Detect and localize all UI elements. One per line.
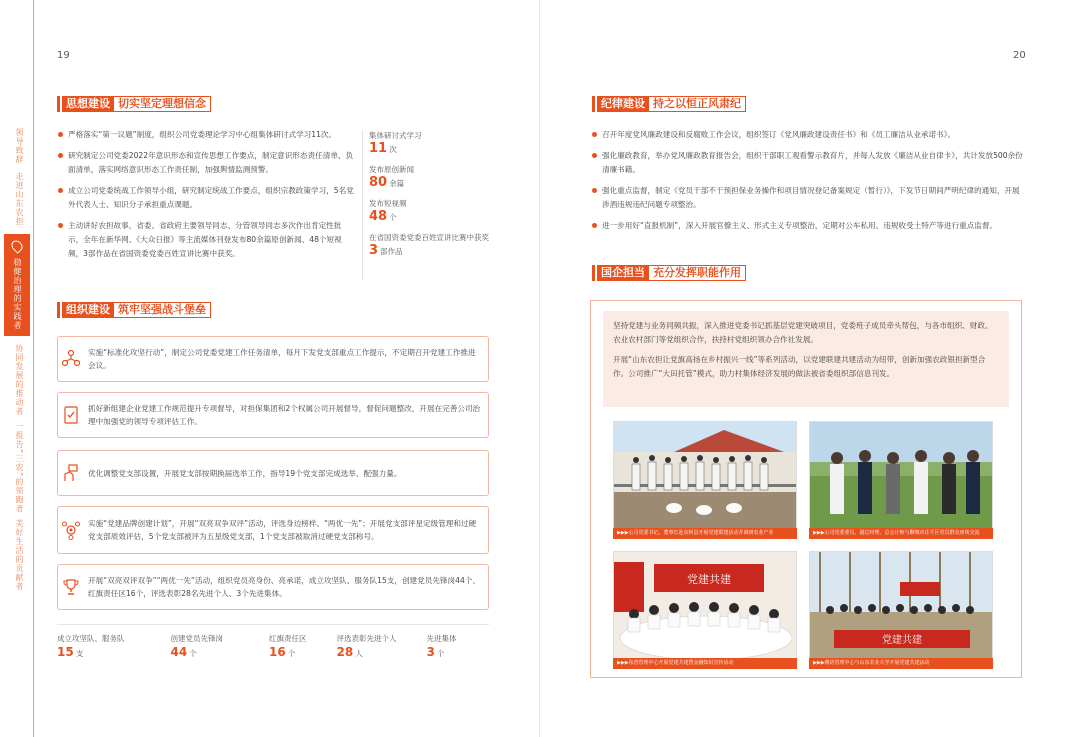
org-item-text: 优化调整党支部设置，开展党支部按期换届选举工作，指导19个党支部完成选举、配强力量。 — [88, 468, 402, 478]
stat-value: 11 — [369, 141, 388, 156]
photo-caption: ▶▶▶公司党委委员、副总经理、总会计师与聊城市茌平区党员群众座谈交流 — [809, 528, 993, 539]
stat-unit: 个 — [189, 649, 197, 658]
stat-label: 发布原创新闻 — [369, 165, 414, 174]
sixiang-stats — [362, 130, 490, 280]
stat-label: 创建党员先锋岗 — [170, 634, 223, 643]
page-number-right: 20 — [1013, 50, 1026, 61]
stat-unit: 支 — [75, 649, 84, 658]
org-item-text: 抓好新组建企业党建工作规范提升专项督导，对担保集团和2个权属公司开展督导，督促问题整改，开展在完善公司治理中加强党的领导专项评估工作。 — [88, 404, 481, 426]
photo-caption: ▶▶▶东营管理中心开展党建共建暨金融知识宣传活动 — [613, 658, 797, 669]
guoqi-paragraph: 开展“山东农担让党旗高扬在乡村振兴一线”等系列活动，以党建联建共建活动为纽带，创新加强农政银担新型合作。公司推广“大田托管”模式，助力村集体经济发展的做法被省委组织部信息刊发。 — [613, 355, 986, 378]
margin-line — [33, 0, 34, 737]
jilv-bullets — [592, 128, 1026, 240]
stat-label: 集体研讨式学习 — [369, 131, 422, 140]
org-item-text: 实施“党建品牌创建计划”，开展“双亮双争双评”活动，评选身边榜样、“两优一先”；开展党支部评星定级管理和过硬党支部质效评估，5个党支部被评为五星级党支部，1个党支部被取消过硬党支部称号。 — [88, 519, 477, 541]
stat-label: 在省国资委党委百姓宣讲比赛中获奖 — [369, 233, 489, 242]
stat-label: 成立攻坚队、服务队 — [57, 634, 125, 643]
title-bar — [592, 265, 595, 281]
section-tag: 组织建设 — [62, 302, 114, 318]
section-heading: 切实坚定理想信念 — [114, 96, 211, 112]
stat-unit: 个 — [436, 649, 445, 658]
side-navigation — [8, 128, 30, 591]
org-item — [57, 336, 489, 382]
org-item — [57, 392, 489, 438]
bullet-item: 主动讲好农担故事，省委、省政府主要领导同志、分管领导同志多次作出肯定性批示，全年在新华网、《大众日报》等主流媒体刊登发布80余篇原创新闻、48个短视频，3部作品在省国资委党委百姓宣讲比赛中获奖。 — [58, 219, 354, 261]
bullet-item: 严格落实“第一议题”制度，组织公司党委理论学习中心组集体研讨式学习11次。 — [58, 128, 354, 142]
org-item-text: 开展“双亮双评双争”“两优一先”活动，组织党员亮身份、亮承诺，成立攻坚队、服务队15支，创建党员先锋岗44个、红旗责任区16个，评选表彰28名先进个人、3个先进集体。 — [88, 576, 480, 598]
section-heading: 持之以恒正风肃纪 — [649, 96, 746, 112]
bullet-item: 强化重点监督，制定《党员干部不干预担保业务操作和项目情况登记备案规定（暂行）》，下发节日期间严明纪律的通知，开展涉酒违规违纪问题专项整治。 — [592, 184, 1026, 212]
stat — [57, 625, 125, 668]
trophy-icon — [61, 577, 81, 597]
photo-group — [809, 551, 993, 669]
title-bar — [57, 96, 60, 112]
guoqi-box — [590, 300, 1022, 678]
org-item-text: 实施“标准化攻坚行动”，制定公司党委党建工作任务清单，每月下发党支部重点工作提示，不定期召开党建工作推进会议。 — [88, 348, 476, 370]
photo-caption: ▶▶▶公司党委书记、董事长赴东阿县开展党建联建活动并调研农业产业 — [613, 528, 797, 539]
photo-meeting — [613, 551, 797, 669]
sidenav-item-4[interactable]: 美好生活的贡献者 — [15, 519, 24, 592]
section-heading: 充分发挥职能作用 — [649, 265, 746, 281]
section-tag: 国企担当 — [597, 265, 649, 281]
hand-vote-icon — [61, 463, 81, 483]
stat-value: 48 — [369, 209, 388, 224]
photo-farm-visit — [613, 421, 797, 539]
stat-value: 15 — [57, 645, 74, 659]
stat — [427, 625, 457, 668]
stat-unit: 部作品 — [380, 247, 403, 256]
stat-label: 先进集体 — [426, 634, 457, 643]
stat — [171, 625, 224, 668]
stat-unit: 个 — [389, 213, 397, 222]
guoqi-paragraph: 坚持党建与业务同频共振，深入推进党委书记抓基层党建突破项目，党委班子成员牵头帮包，与各市组织、财政、农业农村部门等党组织合作，扶持村党组织领办合作社发展。 — [613, 321, 993, 344]
bullet-item: 成立公司党委统战工作领导小组，研究制定统战工作要点，组织宗教政策学习，5名党外代表人士、知识分子承担重点课题。 — [58, 184, 354, 212]
stat-label: 评选表彰先进个人 — [336, 634, 397, 643]
photo-field-visit — [809, 421, 993, 539]
title-bar — [592, 96, 595, 112]
section-title-guoqi — [592, 265, 746, 281]
stat-unit: 次 — [389, 145, 397, 154]
stat-value: 44 — [170, 645, 188, 659]
section-title-zuzhi — [57, 302, 211, 318]
document-check-icon — [61, 405, 81, 425]
team-gear-icon — [61, 520, 81, 540]
sidenav-item-0[interactable]: 领导致辞 — [15, 128, 24, 164]
bullet-item: 召开年度党风廉政建设和反腐败工作会议，组织签订《党风廉政建设责任书》和《员工廉洁从业承诺书》。 — [592, 128, 1026, 142]
section-heading: 筑牢坚强战斗堡垒 — [114, 302, 211, 318]
section-tag: 思想建设 — [62, 96, 114, 112]
bullet-item: 进一步用好“直报机制”，深入开展官僚主义、形式主义专项整治，定期对公车私用、违规收受土特产等进行重点监督。 — [592, 219, 1026, 233]
stat — [369, 198, 490, 226]
stat-value: 3 — [426, 645, 435, 659]
photo-caption: ▶▶▶潍坊管理中心与山东农业大学开展党建共建活动 — [809, 658, 993, 669]
sidenav-item-active[interactable] — [4, 234, 30, 336]
stat — [269, 625, 307, 668]
org-item — [57, 450, 489, 496]
stat-label: 发布短视频 — [369, 199, 407, 208]
stat — [337, 625, 397, 668]
sidenav-item-1[interactable]: 走进山东农担 — [15, 172, 24, 226]
stat — [369, 130, 490, 158]
title-bar — [57, 302, 60, 318]
stat-value: 16 — [269, 645, 286, 659]
org-item — [57, 564, 489, 610]
sidenav-active-label: 稳健治理的实践者 — [13, 258, 22, 330]
sidenav-item-3[interactable]: 一报告“三农”的领跑者 — [15, 422, 24, 514]
stat-unit: 个 — [287, 649, 296, 658]
stat — [369, 232, 490, 260]
page-number-left: 19 — [57, 50, 70, 61]
bullet-item: 研究制定公司党委2022年意识形态和宣传思想工作要点，制定意识形态责任清单、负面清单，落实网络意识形态工作责任制，加强舆情监测预警。 — [58, 149, 354, 177]
stat-value: 28 — [336, 645, 354, 659]
stat-label: 红旗责任区 — [269, 634, 307, 643]
sidenav-item-2[interactable]: 协同发展的推动者 — [15, 344, 24, 416]
stat-value: 80 — [369, 175, 388, 190]
sixiang-bullets — [58, 128, 354, 268]
people-network-icon — [61, 349, 81, 369]
banner-sign: 党建共建 — [687, 573, 731, 586]
stat — [369, 164, 490, 192]
stat-unit: 人 — [355, 649, 363, 658]
bullet-item: 强化廉政教育，举办党风廉政教育报告会，组织干部职工观看警示教育片，并每人发放《廉洁从业自律卡》，共计发放500余份清廉书籍。 — [592, 149, 1026, 177]
stat-unit: 余篇 — [389, 179, 405, 188]
banner-sign: 党建共建 — [882, 635, 922, 646]
zuzhi-stats — [57, 624, 489, 668]
location-pin-icon — [9, 238, 25, 254]
section-tag: 纪律建设 — [597, 96, 649, 112]
section-title-jilv — [592, 96, 746, 112]
guoqi-text — [603, 311, 1009, 407]
stat-value: 3 — [369, 243, 379, 258]
org-item — [57, 506, 489, 554]
section-title-sixiang — [57, 96, 211, 112]
